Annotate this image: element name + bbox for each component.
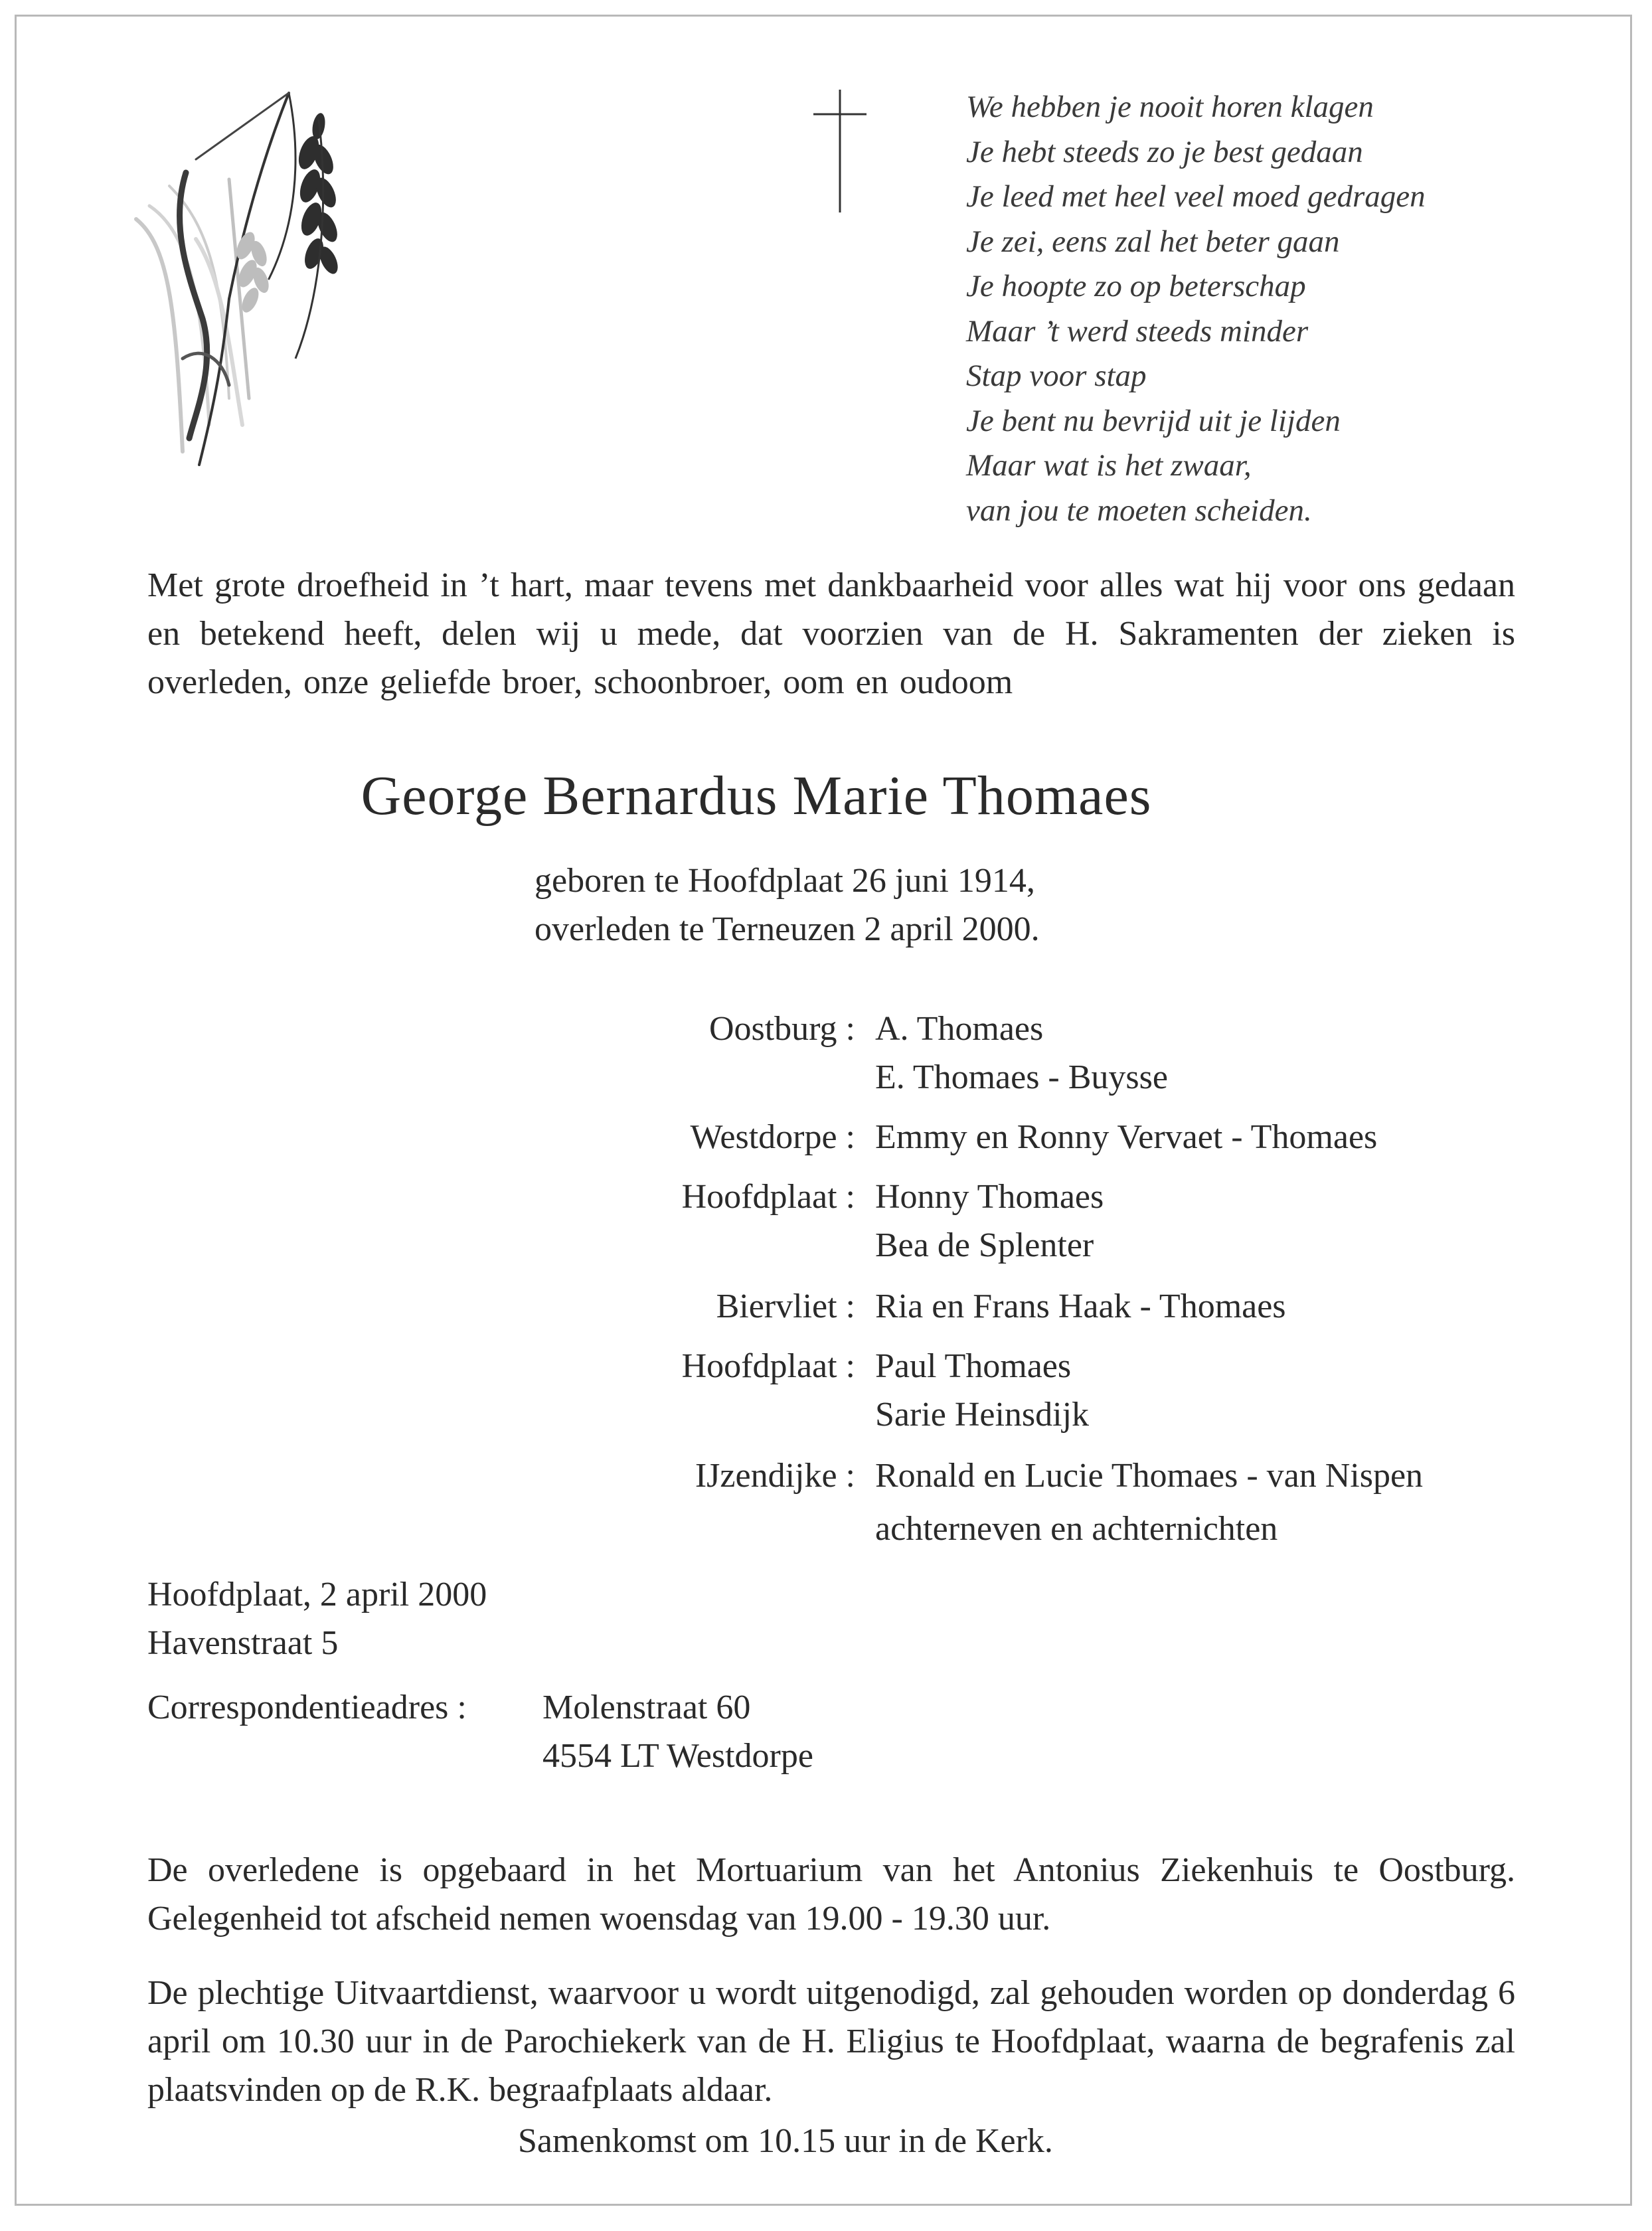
family-member: Ria en Frans Haak - Thomaes: [875, 1287, 1286, 1325]
family-place: Biervliet :: [716, 1287, 855, 1325]
family-member: Bea de Splenter: [875, 1226, 1094, 1264]
deceased-name: George Bernardus Marie Thomaes: [361, 765, 1152, 827]
family-member: A. Thomaes: [875, 1010, 1044, 1048]
family-member: Paul Thomaes: [875, 1347, 1072, 1385]
poem-line: Je hoopte zo op beterschap: [966, 269, 1306, 303]
family-member: Emmy en Ronny Vervaet - Thomaes: [875, 1118, 1378, 1156]
life-dates: [535, 857, 1040, 953]
death-line: overleden te Terneuzen 2 april 2000.: [535, 910, 1040, 948]
correspondence-label: Correspondentieadres :: [147, 1689, 467, 1726]
family-place: Westdorpe :: [690, 1118, 855, 1156]
home-address: Havenstraat 5: [147, 1624, 339, 1662]
place-date-block: [147, 1570, 487, 1667]
poem-line: Maar wat is het zwaar,: [966, 448, 1252, 483]
service-paragraph: De plechtige Uitvaartdienst, waarvoor u wordt uitgenodigd, zal gehouden worden op donderdag 6 april om 10.30 uur in de Parochiekerk van de H. Eligius te Hoofdplaat, waarna de begrafenis zal plaatsvinden op de R.K. begraafplaats aldaar.: [147, 1974, 1515, 2109]
poem-line: Je leed met heel veel moed gedragen: [966, 179, 1426, 214]
place-date: Hoofdplaat, 2 april 2000: [147, 1576, 487, 1613]
family-place: Oostburg :: [708, 1010, 855, 1048]
cross-icon: [810, 86, 870, 219]
family-member: Honny Thomaes: [875, 1178, 1104, 1216]
poem-line: van jou te moeten scheiden.: [966, 493, 1312, 528]
poem-line: Je bent nu bevrijd uit je lijden: [966, 403, 1341, 438]
poem-line: Je zei, eens zal het beter gaan: [966, 224, 1340, 259]
closing-line: Samenkomst om 10.15 uur in de Kerk.: [518, 2122, 1053, 2160]
wheat-ornament-icon: [129, 80, 395, 478]
correspondence-city: 4554 LT Westdorpe: [542, 1737, 813, 1775]
intro-paragraph: Met grote droefheid in ’t hart, maar tevens met dankbaarheid voor alles wat hij voor ons gedaan en betekend heeft, delen wij u mede, dat voorzien van de H. Sakramenten der zieken is overleden, onze geliefde broer, schoonbroer, oom en oudoom: [147, 566, 1515, 701]
poem-line: Maar ’t werd steeds minder: [966, 313, 1309, 349]
correspondence-street: Molenstraat 60: [542, 1689, 751, 1726]
family-place: Hoofdplaat :: [681, 1178, 855, 1216]
correspondence-address: [542, 1683, 813, 1780]
family-member: E. Thomaes - Buysse: [875, 1058, 1168, 1096]
poem-line: We hebben je nooit horen klagen: [966, 90, 1374, 124]
poem-line: Stap voor stap: [966, 359, 1147, 393]
family-place: Hoofdplaat :: [681, 1347, 855, 1385]
poem: [966, 85, 1617, 533]
family-member: achterneven en achternichten: [875, 1510, 1278, 1548]
family-member: Ronald en Lucie Thomaes - van Nispen: [875, 1457, 1424, 1495]
family-member: Sarie Heinsdijk: [875, 1396, 1090, 1434]
viewing-paragraph: De overledene is opgebaard in het Mortuarium van het Antonius Ziekenhuis te Oostburg. Gelegenheid tot afscheid nemen woensdag van 19.00 - 19.30 uur.: [147, 1851, 1515, 1938]
poem-line: Je hebt steeds zo je best gedaan: [966, 134, 1363, 169]
birth-line: geboren te Hoofdplaat 26 juni 1914,: [535, 862, 1035, 900]
family-place: IJzendijke :: [695, 1457, 855, 1495]
